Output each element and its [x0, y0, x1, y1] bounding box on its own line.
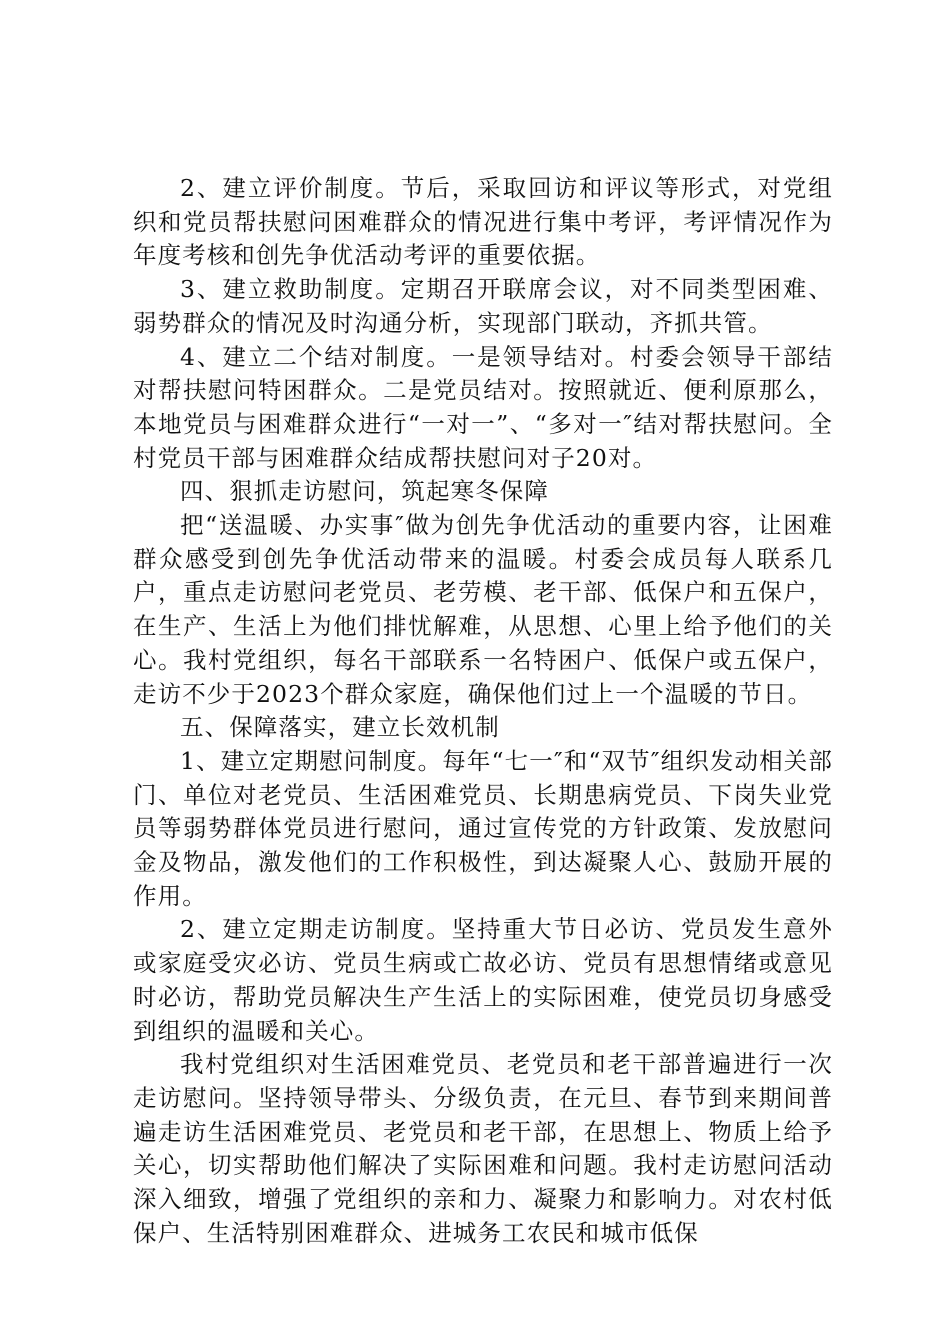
paragraph-regular-condolence: 1、建立定期慰问制度。每年“七一″和“双节″组织发动相关部门、单位对老党员、生活困难党员、长期患病党员、下岗失业党员等弱势群体党员进行慰问，通过宣传党的方针政策、发放慰问金及物品，激发他们的工作积极性，到达凝聚人心、鼓励开展的作用。	[133, 746, 833, 910]
paragraph-regular-visits: 2、建立定期走访制度。坚持重大节日必访、党员发生意外或家庭受灾必访、党员生病或亡故必访、党员有思想情绪或意见时必访，帮助党员解决生产生活上的实际困难，使党员切身感受到组织的温暖和关心。	[133, 915, 833, 1045]
document-body	[133, 172, 833, 1251]
paragraph-evaluation-system: 2、建立评价制度。节后，采取回访和评议等形式，对党组织和党员帮扶慰问困难群众的情况进行集中考评，考评情况作为年度考核和创先争优活动考评的重要依据。	[133, 174, 833, 270]
paragraph-village-visits: 我村党组织对生活困难党员、老党员和老干部普遍进行一次走访慰问。坚持领导带头、分级负责，在元旦、春节到来期间普遍走访生活困难党员、老党员和老干部，在思想上、物质上给予关心，切实帮助他们解决了实际困难和问题。我村走访慰问活动深入细致，增强了党组织的亲和力、凝聚力和影响力。对农村低保户、生活特别困难群众、进城务工农民和城市低保	[133, 1050, 833, 1247]
paragraph-pairing-system: 4、建立二个结对制度。一是领导结对。村委会领导干部结对帮扶慰问特困群众。二是党员结对。按照就近、便利原那么，本地党员与困难群众进行“一对一”、“多对一″结对帮扶慰问。全村党员干部与困难群众结成帮扶慰问对子20对。	[133, 342, 833, 472]
section-heading-long-term: 五、保障落实，建立长效机制	[180, 713, 500, 742]
paragraph-send-warmth: 把“送温暖、办实事″做为创先争优活动的重要内容，让困难群众感受到创先争优活动带来的温暖。村委会成员每人联系几户，重点走访慰问老党员、老劳模、老干部、低保户和五保户，在生产、生活上为他们排忧解难，从思想、心里上给予他们的关心。我村党组织，每名干部联系一名特困户、低保户或五保户，走访不少于2023个群众家庭，确保他们过上一个温暖的节日。	[133, 511, 833, 708]
paragraph-relief-system: 3、建立救助制度。定期召开联席会议，对不同类型困难、弱势群众的情况及时沟通分析，实现部门联动，齐抓共管。	[133, 275, 833, 337]
section-heading-visits: 四、狠抓走访慰问，筑起寒冬保障	[180, 477, 549, 506]
